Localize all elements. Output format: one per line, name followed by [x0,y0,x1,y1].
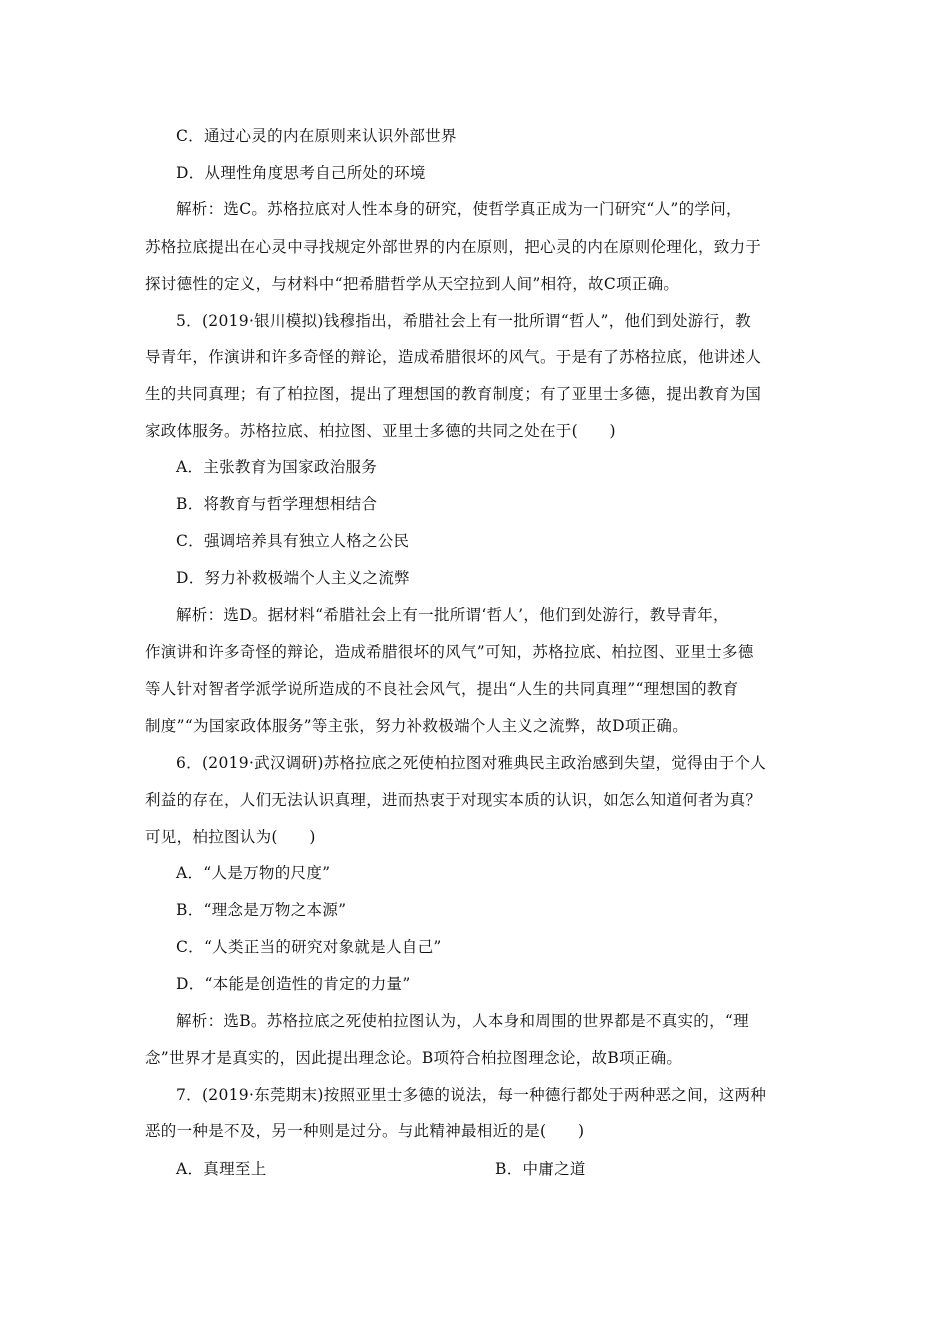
q5-option-d: D．努力补救极端个人主义之流弊 [176,569,410,587]
q5-stem-line-4: 家政体服务。苏格拉底、柏拉图、亚里士多德的共同之处在于( ) [145,422,616,440]
q4-analysis-line-3: 探讨德性的定义，与材料中“把希腊哲学从天空拉到人间”相符，故C项正确。 [145,275,680,293]
q5-stem-line-3: 生的共同真理；有了柏拉图，提出了理想国的教育制度；有了亚里士多德，提出教育为国 [145,385,762,403]
q5-option-c: C．强调培养具有独立人格之公民 [176,532,410,550]
q4-option-c: C．通过心灵的内在原则来认识外部世界 [176,127,457,145]
q5-option-a: A．主张教育为国家政治服务 [176,458,378,476]
q6-stem-line-2: 利益的存在，人们无法认识真理，进而热衷于对现实本质的认识，如怎么知道何者为真？ [145,791,762,809]
q4-analysis-line-2: 苏格拉底提出在心灵中寻找规定外部世界的内在原则，把心灵的内在原则伦理化，致力于 [145,238,762,256]
q6-option-b: B．“理念是万物之本源” [176,901,347,919]
q6-stem-line-3: 可见，柏拉图认为( ) [145,828,316,846]
q6-option-a: A．“人是万物的尺度” [176,864,331,882]
q5-analysis-line-2: 作演讲和许多奇怪的辩论，造成希腊很坏的风气”可知，苏格拉底、柏拉图、亚里士多德 [145,643,754,661]
q4-option-d: D．从理性角度思考自己所处的环境 [176,164,426,182]
q6-analysis-line-1: 解析：选B。苏格拉底之死使柏拉图认为，人本身和周围的世界都是不真实的，“理 [176,1012,749,1030]
q5-stem-line-1: 5．(2019·银川模拟)钱穆指出，希腊社会上有一批所谓“哲人”，他们到处游行，教 [176,312,751,330]
q5-stem-line-2: 导青年，作演讲和许多奇怪的辩论，造成希腊很坏的风气。于是有了苏格拉底，他讲述人 [145,348,762,366]
q7-stem-line-1: 7．(2019·东莞期末)按照亚里士多德的说法，每一种德行都处于两种恶之间，这两种 [176,1086,767,1104]
q6-option-c: C．“人类正当的研究对象就是人自己” [176,938,442,956]
q5-option-b: B．将教育与哲学理想相结合 [176,495,378,513]
q6-analysis-line-2: 念”世界才是真实的，因此提出理念论。B项符合柏拉图理念论，故B项正确。 [145,1049,683,1067]
q5-analysis-line-4: 制度”“为国家政体服务”等主张，努力补救极端个人主义之流弊，故D项正确。 [145,717,689,735]
q7-option-a: A．真理至上 [176,1160,267,1178]
q6-stem-line-1: 6．(2019·武汉调研)苏格拉底之死使柏拉图对雅典民主政治感到失望，觉得由于个人 [176,754,767,772]
q5-analysis-line-3: 等人针对智者学派学说所造成的不良社会风气，提出“人生的共同真理”“理想国的教育 [145,680,739,698]
q4-analysis-line-1: 解析：选C。苏格拉底对人性本身的研究，使哲学真正成为一门研究“人”的学问， [176,200,742,218]
q6-option-d: D．“本能是创造性的肯定的力量” [176,975,411,993]
q7-option-b: B．中庸之道 [495,1160,586,1178]
q5-analysis-line-1: 解析：选D。据材料“希腊社会上有一批所谓‘哲人’，他们到处游行，教导青年， [176,606,729,624]
q7-stem-line-2: 恶的一种是不及，另一种则是过分。与此精神最相近的是( ) [145,1122,585,1140]
